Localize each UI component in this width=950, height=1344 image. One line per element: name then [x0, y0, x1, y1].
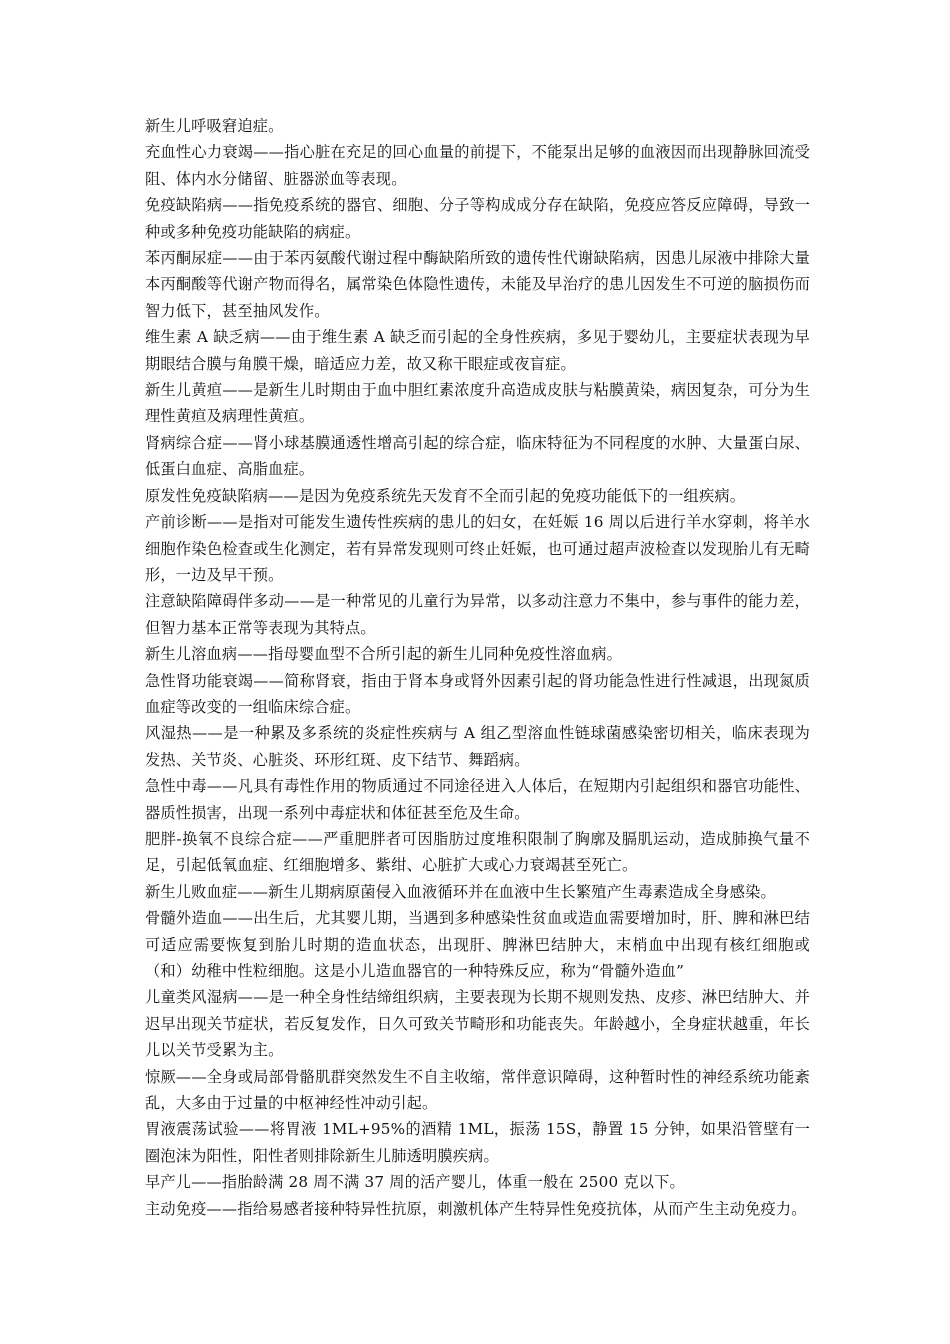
definition-entry: 维生素 A 缺乏病——由于维生素 A 缺乏而引起的全身性疾病，多见于婴幼儿，主要症状表现为早期眼结合膜与角膜干燥，暗适应力差，故又称干眼症或夜盲症。: [145, 328, 810, 373]
document-body: [145, 113, 810, 1222]
definition-entry: 免疫缺陷病——指免疫系统的器官、细胞、分子等构成成分存在缺陷，免疫应答反应障碍，导致一种或多种免疫功能缺陷的病症。: [145, 196, 810, 241]
definition-entry: 注意缺陷障碍伴多动——是一种常见的儿童行为异常，以多动注意力不集中，参与事件的能力差，但智力基本正常等表现为其特点。: [145, 592, 810, 637]
definition-entry: 急性中毒——凡具有毒性作用的物质通过不同途径进入人体后，在短期内引起组织和器官功能性、器质性损害，出现一系列中毒症状和体征甚至危及生命。: [145, 777, 810, 822]
definition-entry: 风湿热——是一种累及多系统的炎症性疾病与 A 组乙型溶血性链球菌感染密切相关，临床表现为发热、关节炎、心脏炎、环形红斑、皮下结节、舞蹈病。: [145, 724, 810, 769]
definition-entry: 儿童类风湿病——是一种全身性结缔组织病，主要表现为长期不规则发热、皮疹、淋巴结肿大、并迟早出现关节症状，若反复发作，日久可致关节畸形和功能丧失。年龄越小，全身症状越重，年长儿以关节受累为主。: [145, 988, 810, 1060]
definition-entry: 胃液震荡试验——将胃液 1ML+95%的酒精 1ML，振荡 15S，静置 15 分钟，如果沿管壁有一圈泡沫为阳性，阳性者则排除新生儿肺透明膜疾病。: [145, 1120, 810, 1165]
definition-entry: 原发性免疫缺陷病——是因为免疫系统先天发育不全而引起的免疫功能低下的一组疾病。: [145, 486, 746, 505]
definition-entry: 急性肾功能衰竭——简称肾衰，指由于肾本身或肾外因素引起的肾功能急性进行性减退，出现氮质血症等改变的一组临床综合症。: [145, 671, 810, 716]
definition-entry: 产前诊断——是指对可能发生遗传性疾病的患儿的妇女，在妊娠 16 周以后进行羊水穿刺，将羊水细胞作染色检查或生化测定，若有异常发现则可终止妊娠，也可通过超声波检查以发现胎儿有无畸形，一边及早干预。: [145, 513, 810, 584]
definition-entry: 早产儿——指胎龄满 28 周不满 37 周的活产婴儿，体重一般在 2500 克以下。: [145, 1173, 685, 1192]
definition-entry: 肥胖-换氧不良综合症——严重肥胖者可因脂肪过度堆积限制了胸廓及膈肌运动，造成肺换气量不足，引起低氧血症、红细胞增多、紫绀、心脏扩大或心力衰竭甚至死亡。: [145, 829, 810, 875]
definition-entry: 骨髓外造血——出生后，尤其婴儿期，当遇到多种感染性贫血或造血需要增加时，肝、脾和淋巴结可适应需要恢复到胎儿时期的造血状态，出现肝、脾淋巴结肿大，末梢血中出现有核红细胞或（和）幼稚中性粒细胞。这是小儿造血器官的一种特殊反应，称为“骨髓外造血”: [145, 909, 810, 980]
definition-entry: 惊厥——全身或局部骨骼肌群突然发生不自主收缩，常伴意识障碍，这种暂时性的神经系统功能紊乱，大多由于过量的中枢神经性冲动引起。: [145, 1067, 810, 1113]
definition-entry: 苯丙酮尿症——由于苯丙氨酸代谢过程中酶缺陷所致的遗传性代谢缺陷病，因患儿尿液中排除大量本丙酮酸等代谢产物而得名，属常染色体隐性遗传，未能及早治疗的患儿因发生不可逆的脑损伤而智力低下，甚至抽风发作。: [145, 249, 810, 320]
definition-entry: 新生儿溶血病——指母婴血型不合所引起的新生儿同种免疫性溶血病。: [145, 645, 623, 664]
definition-entry: 新生儿呼吸窘迫症。: [145, 117, 284, 135]
definition-entry: 充血性心力衰竭——指心脏在充足的回心血量的前提下，不能泵出足够的血液因而出现静脉回流受阻、体内水分储留、脏器淤血等表现。: [145, 143, 810, 188]
definition-entry: 肾病综合症——肾小球基膜通透性增高引起的综合症，临床特征为不同程度的水肿、大量蛋白尿、低蛋白血症、高脂血症。: [145, 433, 810, 479]
definition-entry: 主动免疫——指给易感者接种特异性抗原，刺激机体产生特异性免疫抗体，从而产生主动免疫力。: [145, 1199, 807, 1218]
definition-entry: 新生儿黄疸——是新生儿时期由于血中胆红素浓度升高造成皮肤与粘膜黄染，病因复杂，可分为生理性黄疸及病理性黄疸。: [145, 381, 810, 426]
definition-entry: 新生儿败血症——新生儿期病原菌侵入血液循环并在血液中生长繁殖产生毒素造成全身感染。: [145, 882, 776, 901]
